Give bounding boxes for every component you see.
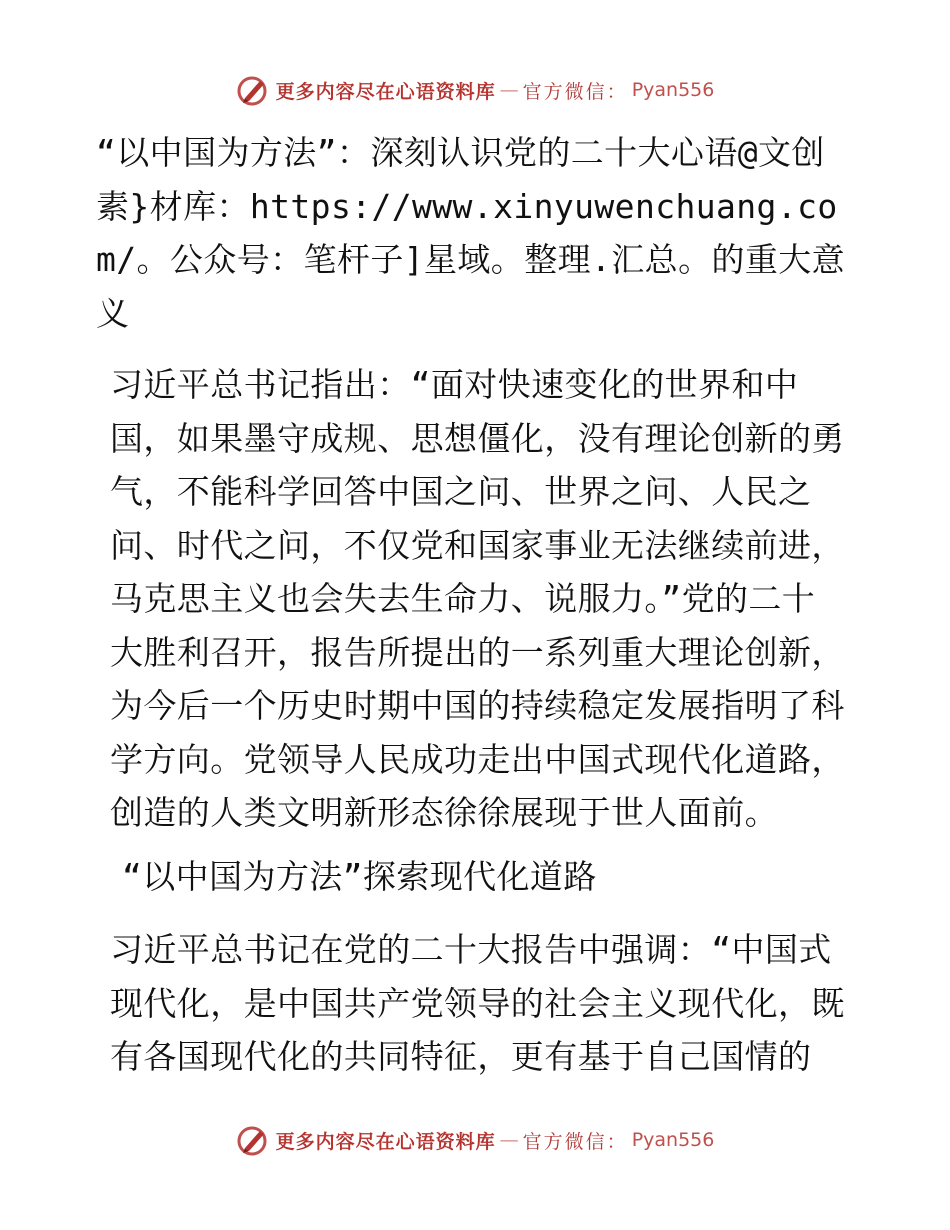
banner-main-text: 更多内容尽在心语资料库: [275, 1130, 496, 1153]
banner-wechat-id: Pyan556: [631, 1129, 715, 1151]
document-body: [96, 126, 848, 1094]
banner-wechat-label: 官方微信：: [522, 80, 628, 103]
document-title: “以中国为方法”：深刻认识党的二十大心语@文创素}材库：https://www.xinyuwenchuang.com/。公众号：笔杆子]星域。整理.汇总。的重大意义: [96, 133, 846, 333]
paragraph-2: 习近平总书记在党的二十大报告中强调：“中国式现代化，是中国共产党领导的社会主义现代化，既有各国现代化的共同特征，更有基于自己国情的: [110, 930, 845, 1076]
banner-separator: —: [499, 79, 519, 101]
footer-watermark-banner: [0, 1120, 950, 1160]
paragraph-1: 习近平总书记指出：“面对快速变化的世界和中国，如果墨守成规、思想僵化，没有理论创新的勇气，不能科学回答中国之问、世界之问、人民之问、时代之问，不仅党和国家事业无法继续前进，马克思主义也会失去生命力、说服力。”党的二十大胜利召开，报告所提出的一系列重大理论创新，为今后一个历史时期中国的持续稳定发展指明了科学方向。党领导人民成功走出中国式现代化道路，创造的人类文明新形态徐徐展现于世人面前。: [110, 365, 845, 832]
banner-main-text: 更多内容尽在心语资料库: [275, 80, 496, 103]
banner-separator: —: [499, 1129, 519, 1151]
pen-logo-icon: [236, 73, 270, 107]
pen-logo-icon: [236, 1123, 270, 1157]
banner-wechat-label: 官方微信：: [522, 1130, 628, 1153]
section-heading: “以中国为方法”探索现代化道路: [122, 856, 597, 896]
banner-wechat-id: Pyan556: [631, 79, 715, 101]
header-watermark-banner: [0, 70, 950, 110]
